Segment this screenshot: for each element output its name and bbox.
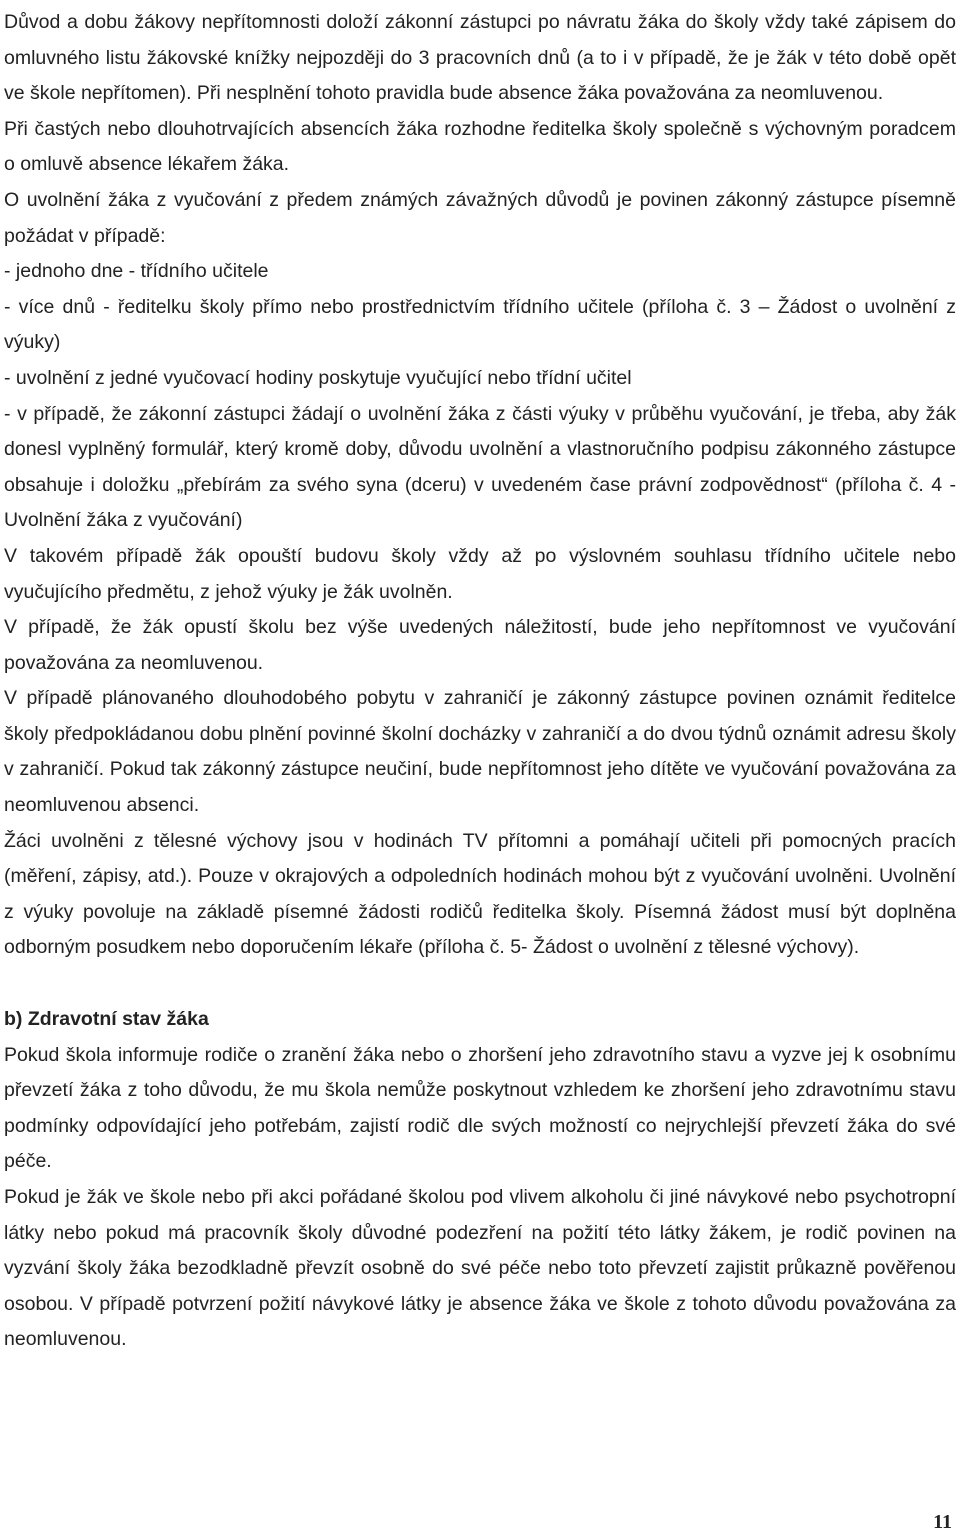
list-item-one-lesson: - uvolnění z jedné vyučovací hodiny poskytuje vyučující nebo třídní učitel (4, 366, 632, 389)
paragraph-abroad-stay: V případě plánovaného dlouhodobého pobytu v zahraničí je zákonný zástupce povinen oznámit ředitelce školy předpokládanou dobu plnění povinné školní docházky v zahraničí a do dvou týdnů oznámit adresu školy v zahraničí. Pokud tak zákonný zástupce neučiní, bude nepřítomnost jeho dítěte ve vyučování považována za neomluvenou absenci. (4, 687, 956, 817)
paragraph-unexcused-leave: V případě, že žák opustí školu bez výše uvedených náležitostí, bude jeho nepřítomnost ve vyučování považována za neomluvenou. (4, 616, 956, 674)
list-item-more-days: - více dnů - ředitelku školy přímo nebo prostřednictvím třídního učitele (příloha č. 3 – Žádost o uvolnění z výuky) (4, 295, 956, 354)
list-item-partial-release: - v případě, že zákonní zástupci žádají o uvolnění žáka z části výuky v průběhu vyučování, je třeba, aby žák donesl vyplněný formulář, který kromě doby, důvodu uvolnění a vlastnoručního podpisu zákonného zástupce obsahuje i doložku „přebírám za svého syna (dceru) v uvedeném čase právní zodpovědnost“ (příloha č. 4 - Uvolnění žáka z vyučování) (4, 402, 956, 532)
paragraph-leaving-building: V takovém případě žák opouští budovu školy vždy až po výslovném souhlasu třídního učitele nebo vyučujícího předmětu, z jehož výuky je žák uvolněn. (4, 544, 956, 603)
document-page (4, 0, 956, 1358)
paragraph-injury-pickup: Pokud škola informuje rodiče o zranění žáka nebo o zhoršení jeho zdravotního stavu a vyzve jej k osobnímu převzetí žáka z toho důvodu, že mu škola nemůže poskytnout vzhledem ke zhoršení jeho zdravotnímu stavu podmínky odpovídající jeho potřebám, zajistí rodič dle svých možností co nejrychlejší převzetí žáka do své péče. (4, 1043, 956, 1173)
page-number: 11 (933, 1511, 952, 1533)
paragraph-pe-exemption: Žáci uvolněni z tělesné výchovy jsou v hodinách TV přítomni a pomáhají učiteli při pomocných pracích (měření, zápisy, atd.). Pouze v okrajových a odpoledních hodinách mohou být z vyučování uvolněni. Uvolnění z výuky povoluje na základě písemné žádosti rodičů ředitelka školy. Písemná žádost musí být doplněna odborným posudkem nebo doporučením lékaře (příloha č. 5- Žádost o uvolnění z tělesné výchovy). (4, 829, 956, 959)
paragraph-frequent-absence: Při častých nebo dlouhotrvajících absencích žáka rozhodne ředitelka školy společně s výchovným poradcem o omluvě absence lékařem žáka. (4, 117, 956, 176)
paragraph-absence-excuse: Důvod a dobu žákovy nepřítomnosti doloží zákonní zástupci po návratu žáka do školy vždy také zápisem do omluvného listu žákovské knížky nejpozději do 3 pracovních dnů (a to i v případě, že je žák v této době opět ve škole nepřítomen). Při nesplnění tohoto pravidla bude absence žáka považována za neomluvenou. (4, 11, 956, 105)
paragraph-release-request: O uvolnění žáka z vyučování z předem známých závažných důvodů je povinen zákonný zástupce písemně požádat v případě: (4, 188, 956, 247)
list-item-one-day: - jednoho dne - třídního učitele (4, 260, 269, 283)
paragraph-substance-influence: Pokud je žák ve škole nebo při akci pořádané školou pod vlivem alkoholu či jiné návykové nebo psychotropní látky nebo pokud má pracovník školy důvodné podezření na požití této látky žákem, je rodič povinen na vyzvání školy žáka bezodkladně převzít osobně do své péče nebo toto převzetí zajistit průkazně pověřenou osobou. V případě potvrzení požití návykové látky je absence žáka ve škole z tohoto důvodu považována za neomluvenou. (4, 1186, 956, 1351)
section-heading-health: b) Zdravotní stav žáka (4, 1008, 209, 1031)
